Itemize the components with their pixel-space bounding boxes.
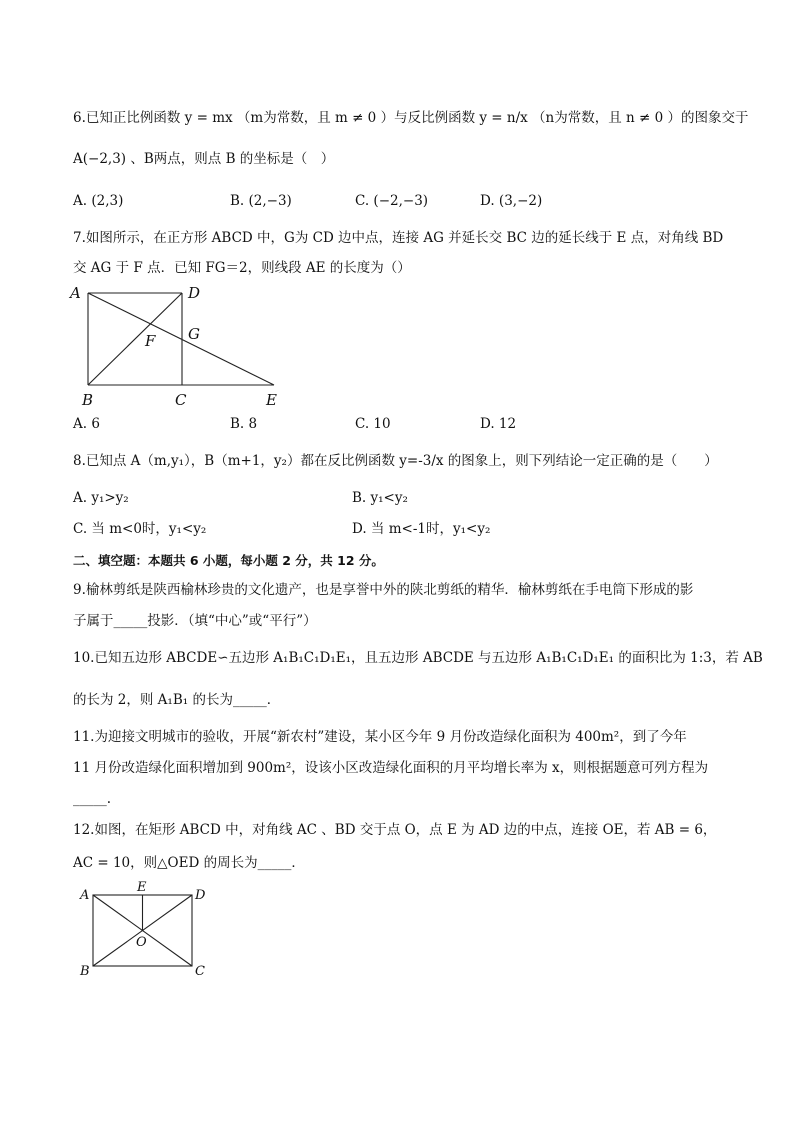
q7-option-d: D. 12: [480, 416, 517, 432]
q11-line1: 11.为迎接文明城市的验收，开展“新农村”建设，某小区今年 9 月份改造绿化面积为 400m²，到了今年: [73, 729, 687, 745]
q11-line2: 11 月份改造绿化面积增加到 900m²，设该小区改造绿化面积的月平均增长率为 x，则根据题意可列方程为: [73, 760, 709, 776]
q6-option-c: C. (−2,−3): [355, 193, 429, 209]
q8-option-a: A. y₁>y₂: [73, 490, 129, 506]
q12-label-o: O: [136, 935, 147, 950]
section-heading-fill-in: 二、填空题：本题共 6 小题，每小题 2 分，共 12 分。: [73, 553, 384, 568]
q12-label-b: B: [80, 964, 90, 979]
q6-line2: A(−2,3) 、B两点，则点 B 的坐标是（ ）: [73, 151, 335, 167]
q12-label-d: D: [195, 888, 206, 903]
q10-line1: 10.已知五边形 ABCDE∽五边形 A₁B₁C₁D₁E₁，且五边形 ABCDE 与五边形 A₁B₁C₁D₁E₁ 的面积比为 1:3，若 AB: [73, 650, 763, 666]
q7-label-b: B: [82, 391, 94, 409]
q7-label-d: D: [188, 284, 201, 302]
q12-label-e: E: [137, 880, 147, 895]
q7-label-e: E: [266, 391, 277, 409]
q6-line1: 6.已知正比例函数 y = mx （m为常数，且 m ≠ 0 ）与反比例函数 y = n/x （n为常数，且 n ≠ 0 ）的图象交于: [73, 110, 749, 126]
q10-line2: 的长为 2，则 A₁B₁ 的长为_____．: [73, 692, 281, 708]
q8-option-d: D. 当 m<-1时，y₁<y₂: [352, 521, 491, 537]
q9-line2: 子属于_____投影．（填“中心”或“平行”）: [73, 613, 317, 629]
q6-option-d: D. (3,−2): [480, 193, 543, 209]
q7-diagonal-bd: [88, 293, 182, 385]
q11-line3: _____.: [73, 791, 112, 807]
q6-option-a: A. (2,3): [73, 193, 124, 209]
q7-line2: 交 AG 于 F 点．已知 FG＝2，则线段 AE 的长度为（）: [73, 260, 411, 276]
q12-figure: [74, 878, 214, 982]
q7-figure: [66, 280, 296, 410]
q12-label-c: C: [195, 964, 205, 979]
q7-line-ae: [88, 293, 274, 385]
q9-line1: 9.榆林剪纸是陕西榆林珍贵的文化遗产，也是享誉中外的陕北剪纸的精华．榆林剪纸在手电筒下形成的影: [73, 582, 694, 598]
q7-label-f: F: [145, 332, 156, 350]
q6-option-b: B. (2,−3): [230, 193, 292, 209]
q12-line2: AC = 10，则△OED 的周长为_____．: [73, 855, 305, 871]
q7-line1: 7.如图所示，在正方形 ABCD 中，G为 CD 边中点，连接 AG 并延长交 BC 边的延长线于 E 点，对角线 BD: [73, 230, 724, 246]
q8-option-b: B. y₁<y₂: [352, 490, 408, 506]
q12-label-a: A: [80, 888, 90, 903]
q7-label-g: G: [188, 325, 200, 343]
q7-option-a: A. 6: [73, 416, 100, 432]
q12-line1: 12.如图，在矩形 ABCD 中，对角线 AC 、BD 交于点 O，点 E 为 AD 边的中点，连接 OE，若 AB = 6，: [73, 822, 717, 838]
q7-option-b: B. 8: [230, 416, 258, 432]
q8-option-c: C. 当 m<0时，y₁<y₂: [73, 521, 207, 537]
q7-option-c: C. 10: [355, 416, 391, 432]
q7-label-c: C: [175, 391, 187, 409]
q7-label-a: A: [70, 284, 81, 302]
q8-line1: 8.已知点 A（m,y₁），B（m+1，y₂）都在反比例函数 y=-3/x 的图象上，则下列结论一定正确的是（ ）: [73, 453, 718, 469]
